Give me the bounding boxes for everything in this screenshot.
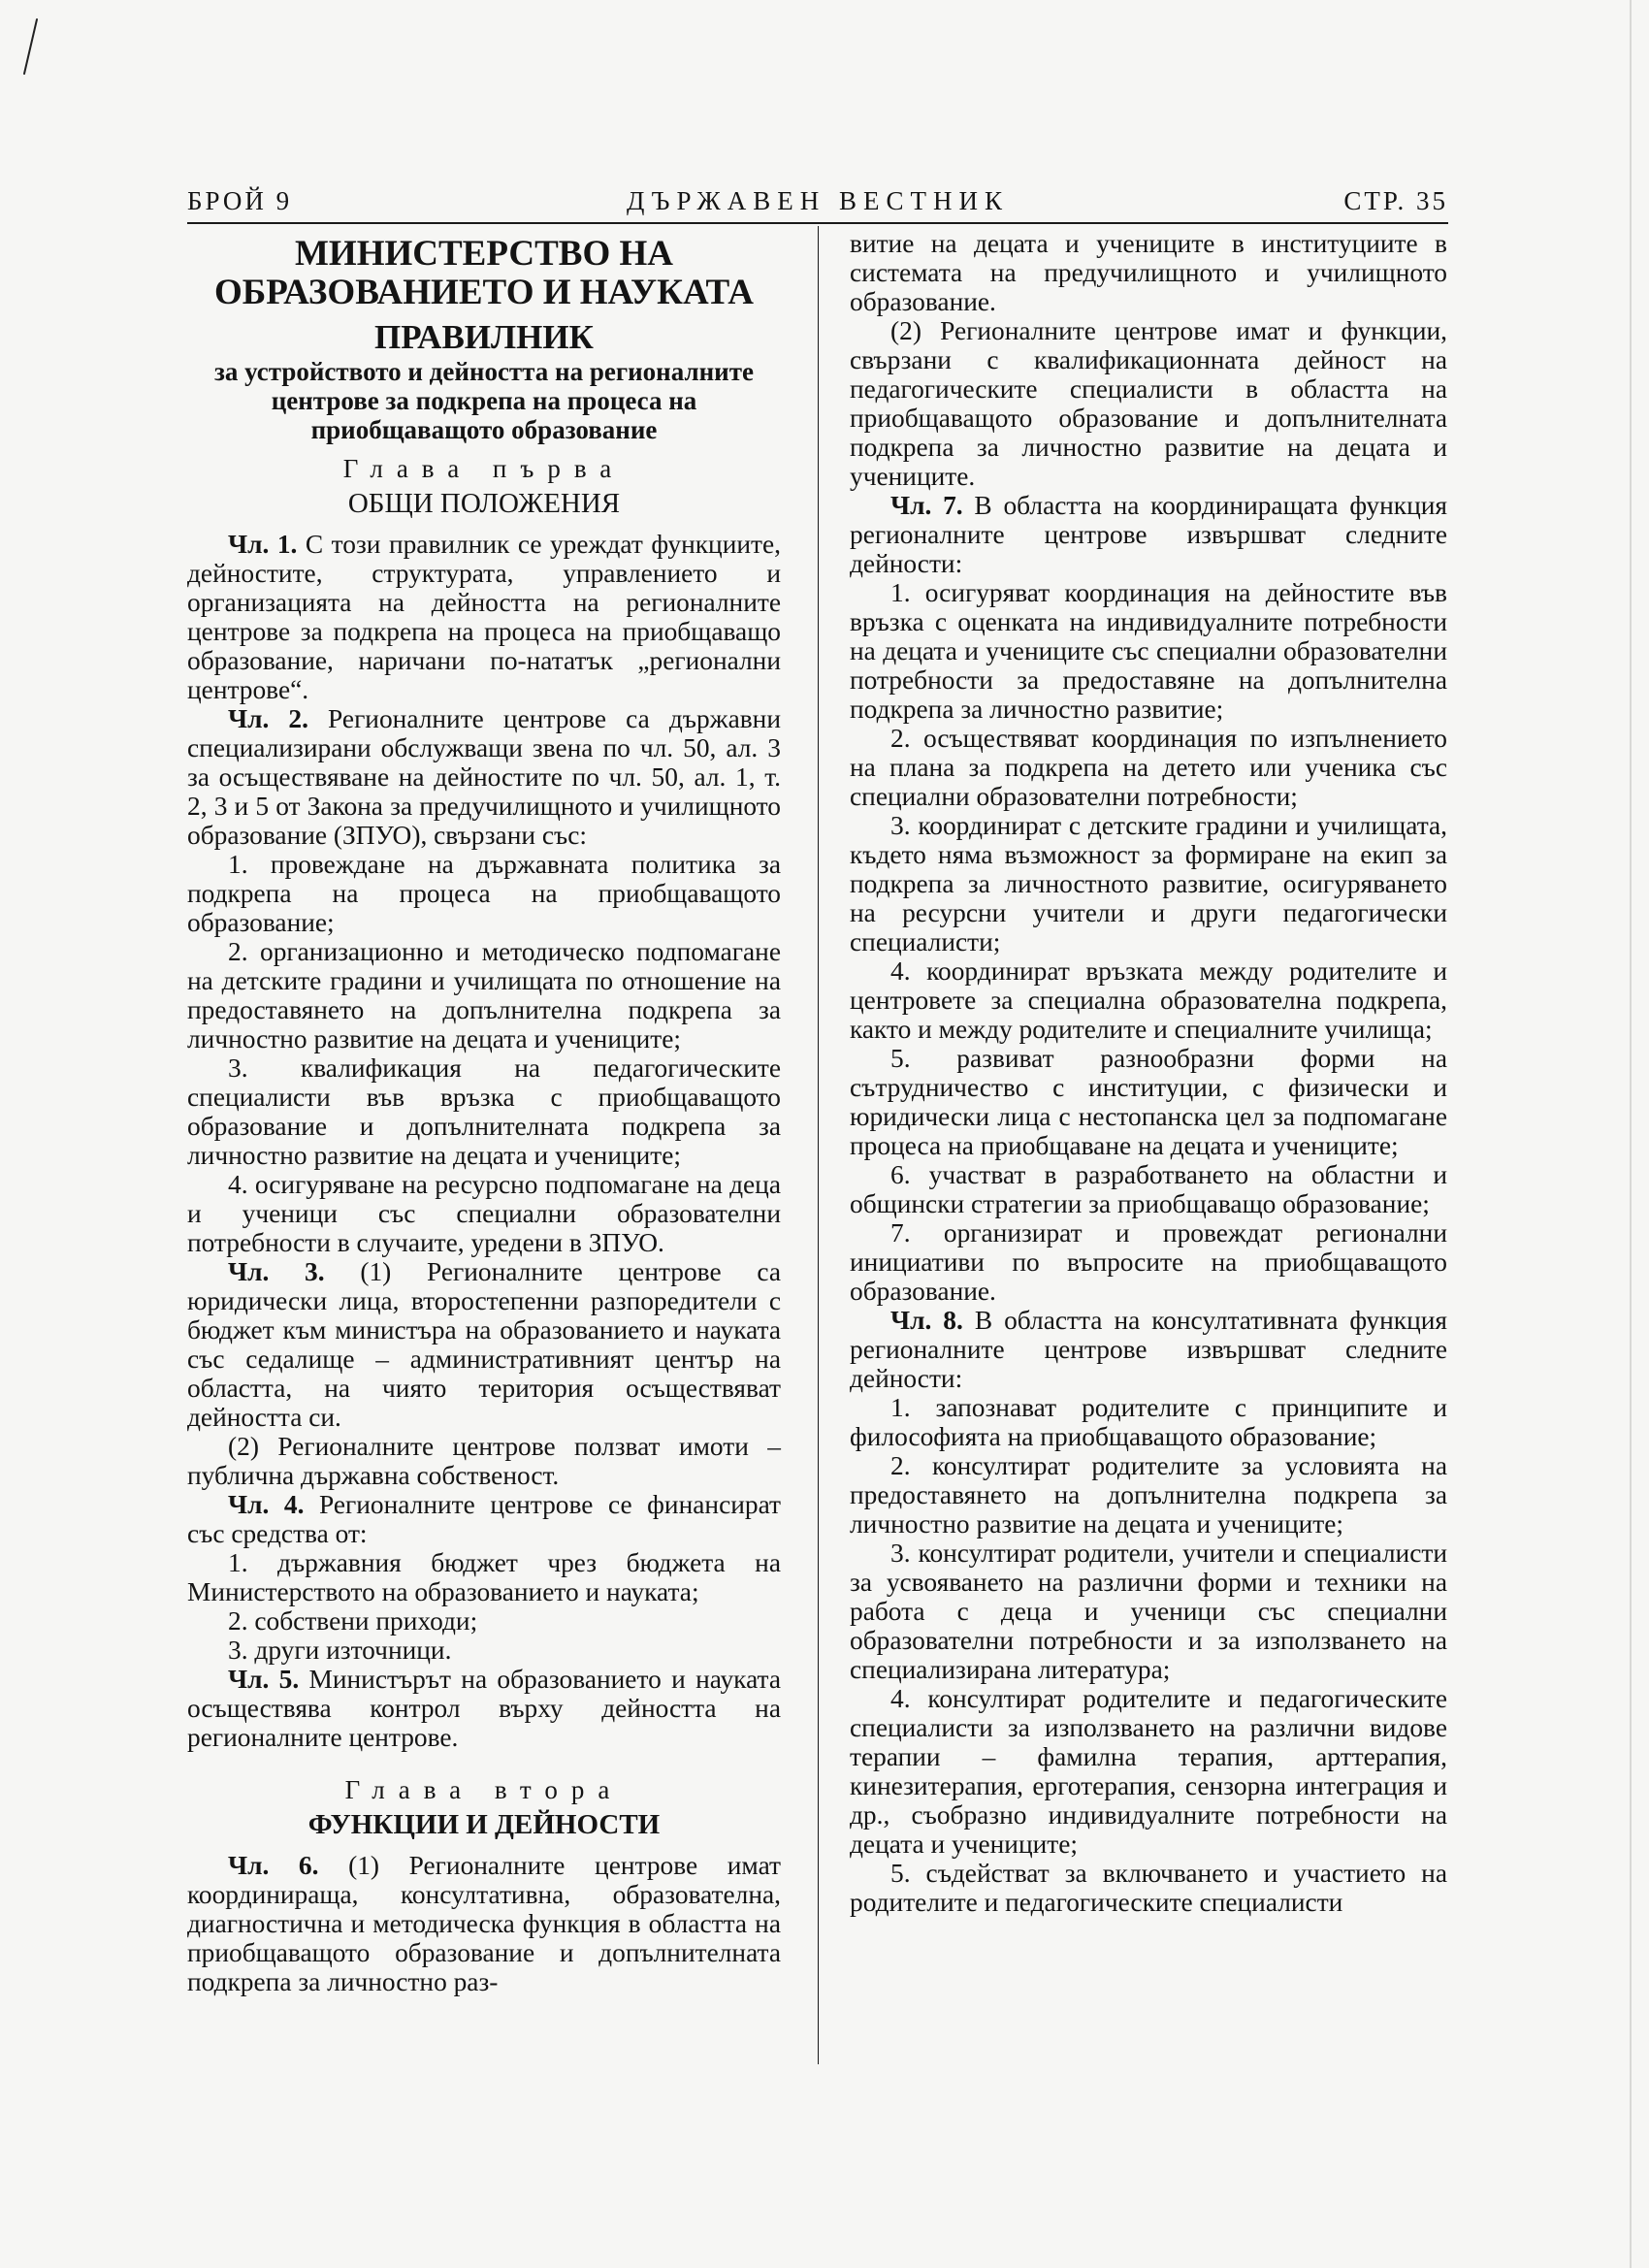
list-item: 1. запознават родителите с принципите и философията на приобщаващото образование; — [850, 1393, 1447, 1451]
article-paragraph — [187, 1851, 781, 1996]
article-paragraph — [850, 1306, 1447, 1393]
list-item: 2. осъществяват координация по изпълнението на плана за подкрепа на детето или ученика със специални образователни потребности; — [850, 724, 1447, 811]
page-number: СТР. 35 — [1343, 186, 1448, 215]
article-text: Регионалните центрове се финансират със средства от: — [187, 1490, 781, 1548]
list-item: 4. координират връзката между родителите и центровете за специална образователна подкрепа, както и между родителите и специалните училища; — [850, 956, 1447, 1044]
list-item: 3. квалификация на педагогическите специалисти във връзка с приобщаващото образование и допълнителната подкрепа за личностно развитие на децата и учениците; — [187, 1053, 781, 1170]
article-label: Чл. 3. — [228, 1257, 325, 1286]
article-label: Чл. 2. — [228, 704, 308, 733]
article-paragraph — [187, 1257, 781, 1432]
article-label: Чл. 5. — [228, 1665, 300, 1694]
chapter-title: ФУНКЦИИ И ДЕЙНОСТИ — [307, 1809, 661, 1840]
list-item: 1. осигуряват координация на дейностите във връзка с оценката на индивидуалните потребности на децата и учениците със специални образователни потребности за предоставяне на допълнителна подкрепа за личностно развитие; — [850, 578, 1447, 724]
article-text: Регионалните центрове са държавни специализирани обслужващи звена по чл. 50, ал. 3 за осъществяване на дейностите по чл. 50, ал. 1, т. 2, 3 и 5 от Закона за предучилищното и училищното образование (ЗПУО), свързани със: — [187, 704, 781, 850]
pen-mark — [21, 17, 39, 78]
ministry-heading: МИНИСТЕРСТВО НА ОБРАЗОВАНИЕТО И НАУКАТА — [213, 234, 755, 312]
article-text: Министърът на образованието и науката осъществява контрол върху дейността на регионалните центрове. — [187, 1665, 781, 1752]
list-item: 1. провеждане на държавната политика за подкрепа на процеса на приобщаващото образование; — [187, 850, 781, 937]
chapter-label: Глава втора — [344, 1775, 624, 1804]
list-item: 7. организират и провеждат регионални инициативи по въпросите на приобщаващото образование. — [850, 1218, 1447, 1306]
article-text: (1) Регионалните центрове са юридически лица, второстепенни разпоредители с бюджет към министъра на образованието и науката със седалище – административният център на областта, на чиято територия осъществяват дейността си. — [187, 1257, 781, 1432]
right-column — [850, 229, 1447, 1917]
list-item: 3. координират с детските градини и училищата, където няма възможност за формиране на екип за подкрепа за личностното развитие, осигуряването на ресурсни учители и други педагогически специалисти; — [850, 811, 1447, 956]
left-column — [187, 229, 781, 1996]
list-item: 5. съдействат за включването и участието на родителите и педагогическите специалисти — [850, 1859, 1447, 1917]
list-item: 2. организационно и методическо подпомагане на детските градини и училищата по отношение на предоставянето на допълнителна подкрепа за личностно развитие на децата и учениците; — [187, 937, 781, 1053]
article-paragraph: (2) Регионалните центрове ползват имоти – публична държавна собственост. — [187, 1432, 781, 1490]
list-item: 6. участват в разработването на областни и общински стратегии за приобщаващо образование; — [850, 1160, 1447, 1218]
issue-number: БРОЙ 9 — [187, 186, 293, 215]
document-type-heading: ПРАВИЛНИК — [374, 318, 594, 356]
page-header — [187, 182, 1448, 221]
article-text: С този правилник се уреждат функциите, дейностите, структурата, управлението и организацията на дейността на регионалните центрове за подкрепа на процеса на приобщаващо образование, наричани по-нататък „регионални центрове“. — [187, 530, 781, 704]
article-text: В областта на консултативната функция регионалните центрове извършват следните дейности: — [850, 1306, 1447, 1393]
article-text: (1) Регионалните центрове имат координираща, консултативна, образователна, диагностична и методическа функция в областта на приобщаващото образование и допълнителната подкрепа за личностно раз- — [187, 1851, 781, 1996]
chapter-title: ОБЩИ ПОЛОЖЕНИЯ — [347, 488, 621, 519]
list-item: 2. собствени приходи; — [228, 1606, 478, 1636]
article-label: Чл. 6. — [228, 1851, 319, 1880]
article-paragraph — [187, 1490, 781, 1548]
article-continuation: витие на децата и учениците в институциите в системата на предучилищното и училищното образование. — [850, 229, 1447, 316]
list-item: 4. консултират родителите и педагогическите специалисти за използването на различни видове терапии – фамилна терапия, арттерапия, кинезитерапия, ерготерапия, сензорна интеграция и др., съобразно индивидуалните потребности на децата и учениците; — [850, 1684, 1447, 1859]
article-label: Чл. 7. — [890, 491, 963, 520]
article-paragraph — [187, 1665, 781, 1752]
column-divider — [818, 226, 819, 2064]
document-subtitle: за устройството и дейността на регионалните центрове за подкрепа на процеса на приобщаващото образование — [214, 357, 754, 444]
chapter-label: Глава първа — [342, 454, 626, 483]
article-paragraph — [187, 530, 781, 704]
article-text: В областта на координиращата функция регионалните центрове извършват следните дейности: — [850, 491, 1447, 578]
list-item: 2. консултират родителите за условията на предоставянето на допълнителна подкрепа за личностно развитие на децата и учениците; — [850, 1451, 1447, 1539]
article-label: Чл. 8. — [890, 1306, 963, 1335]
list-item: 4. осигуряване на ресурсно подпомагане на деца и ученици със специални образователни потребности в случаите, уредени в ЗПУО. — [187, 1170, 781, 1257]
article-paragraph — [187, 704, 781, 850]
article-paragraph: (2) Регионалните центрове имат и функции, свързани с квалификационната дейност на педагогическите специалисти в областта на приобщаващото образование и допълнителната подкрепа за личностно развитие на децата и учениците. — [850, 316, 1447, 491]
article-label: Чл. 1. — [228, 530, 298, 559]
header-rule — [187, 222, 1448, 224]
list-item: 3. консултират родители, учители и специалисти за усвояването на различни форми и техники на работа с деца и ученици със специални образователни потребности и за използването на специализирана литература; — [850, 1539, 1447, 1684]
publication-title: ДЪРЖАВЕН ВЕСТНИК — [627, 186, 1009, 215]
page-edge-shadow — [1630, 0, 1632, 2268]
article-label: Чл. 4. — [228, 1490, 305, 1519]
list-item: 5. развиват разнообразни форми на сътрудничество с институции, с физически и юридически лица с нестопанска цел за подпомагане процеса на приобщаване на децата и учениците; — [850, 1044, 1447, 1160]
list-item: 1. държавния бюджет чрез бюджета на Министерството на образованието и науката; — [187, 1548, 781, 1606]
article-paragraph — [850, 491, 1447, 578]
list-item: 3. други източници. — [228, 1636, 452, 1665]
